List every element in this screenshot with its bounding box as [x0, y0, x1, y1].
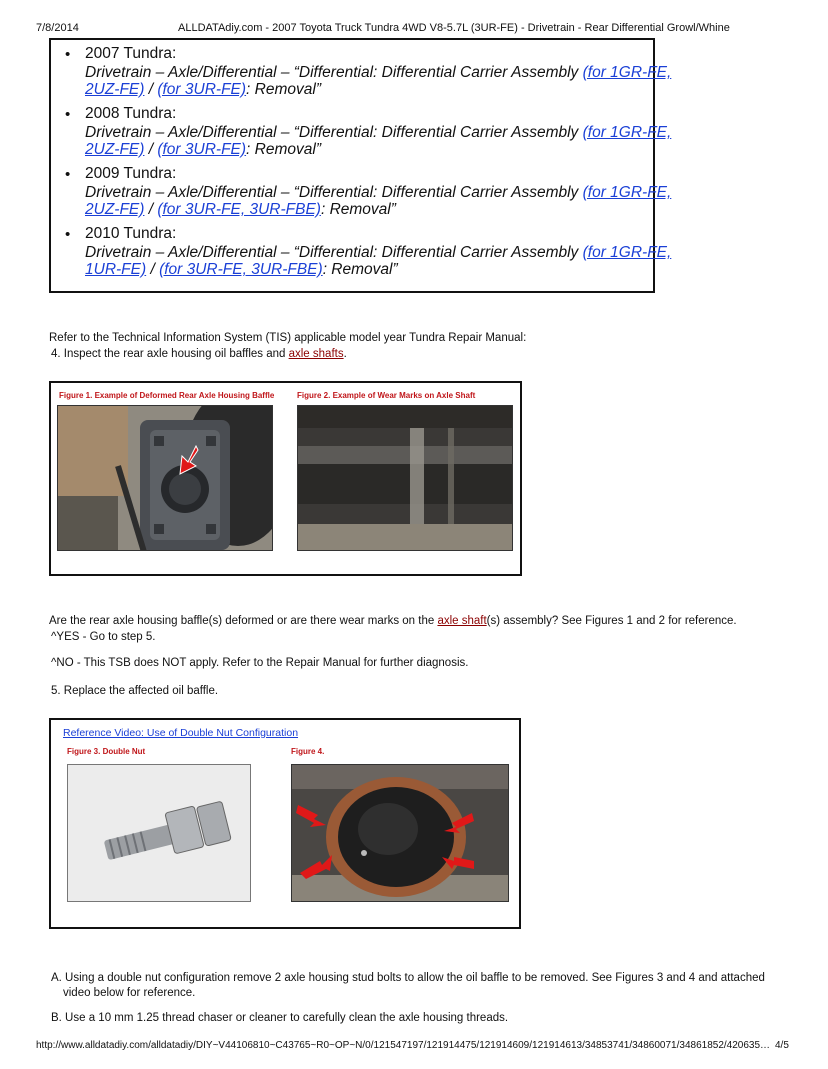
list-line-1: Drivetrain – Axle/Differential – “Differential: Differential Carrier Assembly (for 1GR-FE, — [85, 124, 672, 141]
link-2uz[interactable]: 2UZ-FE) — [85, 141, 145, 158]
figures-3-4-panel — [49, 718, 521, 929]
list-year: 2010 Tundra: — [85, 225, 177, 242]
list-line-2: 1UR-FE) / (for 3UR-FE, 3UR-FBE): Removal” — [85, 261, 398, 278]
axle-wear-marks-image — [298, 406, 513, 551]
link-2uz[interactable]: 2UZ-FE) — [85, 81, 145, 98]
refer-text: Refer to the Technical Information System (TIS) applicable model year Tundra Repair Manual: — [49, 332, 527, 344]
deformed-baffle-image — [58, 406, 273, 551]
list-line-2: 2UZ-FE) / (for 3UR-FE): Removal” — [85, 81, 321, 98]
page-number: 4/5 — [775, 1040, 789, 1051]
link-1gr[interactable]: (for 1GR-FE, — [582, 184, 672, 201]
figure-4-caption: Figure 4. — [291, 747, 325, 756]
figure-2-caption: Figure 2. Example of Wear Marks on Axle Shaft — [297, 391, 476, 400]
axle-shafts-link[interactable]: axle shafts — [288, 348, 344, 360]
no-option: ^NO - This TSB does NOT apply. Refer to the Repair Manual for further diagnosis. — [51, 657, 469, 669]
list-year: 2008 Tundra: — [85, 105, 177, 122]
tundra-list-box — [49, 38, 672, 293]
figure-1-caption: Figure 1. Example of Deformed Rear Axle Housing Baffle — [59, 391, 275, 400]
figure-2-photo — [297, 405, 513, 551]
page-header-title: ALLDATAdiy.com - 2007 Toyota Truck Tundra 4WD V8-5.7L (3UR-FE) - Drivetrain - Rear Differential Growl/Whine — [178, 22, 730, 34]
print-date: 7/8/2014 — [36, 22, 79, 34]
axle-shaft-link[interactable]: axle shaft — [437, 615, 487, 627]
list-line-2: 2UZ-FE) / (for 3UR-FE, 3UR-FBE): Removal” — [85, 201, 396, 218]
step-5: 5. Replace the affected oil baffle. — [51, 685, 219, 697]
bullet-icon: • — [65, 226, 71, 243]
link-1gr[interactable]: (for 1GR-FE, — [582, 124, 672, 141]
link-1gr[interactable]: (for 1GR-FE, — [582, 64, 672, 81]
page-url: http://www.alldatadiy.com/alldatadiy/DIY~V44106810~C43765~R0~OP~N/0/121547197/121914475/121914609/121914613/34853741/34860071/34861852/420635… — [36, 1040, 771, 1051]
step-a-line-2: video below for reference. — [63, 987, 196, 999]
axle-housing-image — [292, 765, 509, 902]
step-4: 4. Inspect the rear axle housing oil baffles and axle shafts. — [51, 348, 347, 360]
link-1gr[interactable]: (for 1GR-FE, — [582, 244, 672, 261]
bullet-icon: • — [65, 166, 71, 183]
link-3ur[interactable]: (for 3UR-FE) — [157, 141, 247, 158]
link-1ur[interactable]: 1UR-FE) — [85, 261, 147, 278]
link-2uz[interactable]: 2UZ-FE) — [85, 201, 145, 218]
link-3ur[interactable]: (for 3UR-FE) — [157, 81, 247, 98]
figure-4-photo — [291, 764, 509, 902]
list-line-1: Drivetrain – Axle/Differential – “Differential: Differential Carrier Assembly (for 1GR-FE, — [85, 184, 672, 201]
step-b: B. Use a 10 mm 1.25 thread chaser or cleaner to carefully clean the axle housing threads. — [51, 1012, 509, 1024]
link-3ur[interactable]: (for 3UR-FE, 3UR-FBE) — [159, 261, 323, 278]
list-year: 2007 Tundra: — [85, 45, 177, 62]
double-nut-image — [68, 765, 251, 902]
yes-option: ^YES - Go to step 5. — [51, 631, 156, 643]
bullet-icon: • — [65, 106, 71, 123]
figure-3-caption: Figure 3. Double Nut — [67, 747, 146, 756]
list-year: 2009 Tundra: — [85, 165, 177, 182]
list-line-1: Drivetrain – Axle/Differential – “Differential: Differential Carrier Assembly (for 1GR-FE, — [85, 64, 672, 81]
question-text: Are the rear axle housing baffle(s) deformed or are there wear marks on the axle shaft(s) assembly? See Figures 1 and 2 for reference. — [49, 615, 737, 627]
step-a-line-1: A. Using a double nut configuration remove 2 axle housing stud bolts to allow the oil baffle to be removed. See Figures 3 and 4 and attached — [51, 972, 765, 984]
list-line-2: 2UZ-FE) / (for 3UR-FE): Removal” — [85, 141, 321, 158]
bullet-icon: • — [65, 46, 71, 63]
figures-1-2-panel — [49, 381, 522, 576]
list-line-1: Drivetrain – Axle/Differential – “Differential: Differential Carrier Assembly (for 1GR-FE, — [85, 244, 672, 261]
link-3ur[interactable]: (for 3UR-FE, 3UR-FBE) — [157, 201, 321, 218]
reference-video-link[interactable]: Reference Video: Use of Double Nut Configuration — [63, 727, 299, 739]
figure-3-photo — [67, 764, 251, 902]
figure-1-photo — [57, 405, 273, 551]
